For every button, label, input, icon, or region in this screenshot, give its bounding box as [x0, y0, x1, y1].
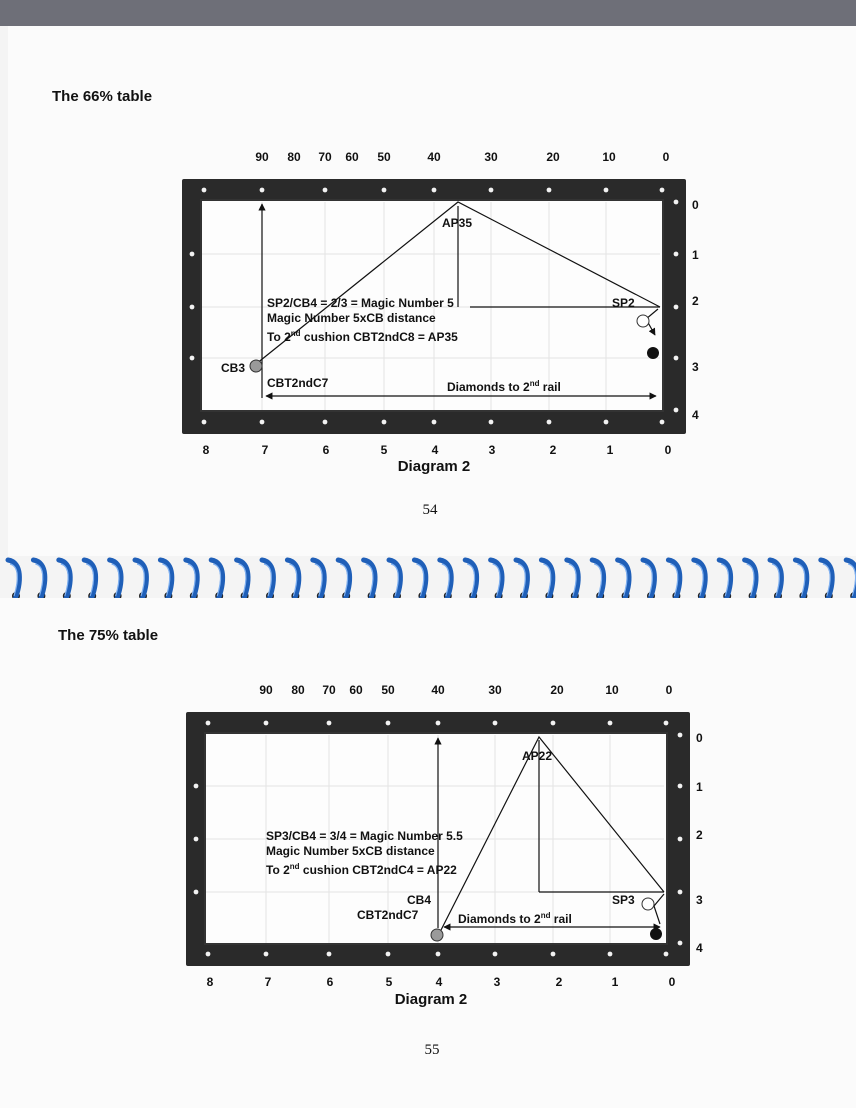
- aim-point-label: AP35: [442, 216, 473, 230]
- scale-label: 60: [345, 150, 359, 164]
- start-position-label: SP2: [612, 296, 635, 310]
- scale-label: 2: [555, 975, 563, 989]
- side-label: 2: [696, 828, 703, 842]
- cue-ball-label: CB4: [407, 893, 432, 907]
- formula-line: Magic Number 5xCB distance: [267, 311, 436, 325]
- scale-label: 0: [668, 975, 676, 989]
- formula-line: To 2nd cushion CBT2ndC8 = AP35: [267, 329, 458, 344]
- scale-label: 5: [380, 443, 388, 457]
- scale-label: 6: [322, 443, 330, 457]
- scale-label: 70: [322, 683, 336, 697]
- scale-label: 90: [255, 150, 269, 164]
- side-label: 3: [692, 360, 699, 374]
- scale-label: 70: [318, 150, 332, 164]
- diagram-caption: Diagram 2: [394, 991, 468, 1008]
- scale-label: 7: [261, 443, 269, 457]
- scale-label: 3: [488, 443, 496, 457]
- scale-label: 50: [381, 683, 395, 697]
- scale-label: 0: [662, 150, 670, 164]
- formula-line: SP3/CB4 = 3/4 = Magic Number 5.5: [266, 829, 463, 843]
- scale-label: 1: [606, 443, 614, 457]
- formula-line: Magic Number 5xCB distance: [266, 844, 435, 858]
- side-label: 0: [696, 731, 703, 745]
- scale-label: 30: [484, 150, 498, 164]
- scale-label: 80: [291, 683, 305, 697]
- scale-label: 0: [665, 683, 673, 697]
- start-position-label: SP3: [612, 893, 635, 907]
- diamonds-label: Diamonds to 2nd rail: [458, 911, 572, 926]
- cbt-label: CBT2ndC7: [357, 908, 419, 922]
- side-label: 1: [692, 248, 699, 262]
- scale-label: 30: [488, 683, 502, 697]
- formula-line: SP2/CB4 = 2/3 = Magic Number 5: [267, 296, 454, 310]
- diamonds-label: Diamonds to 2nd rail: [447, 379, 561, 394]
- side-label: 0: [692, 198, 699, 212]
- scale-label: 2: [549, 443, 557, 457]
- formula-line: To 2nd cushion CBT2ndC4 = AP22: [266, 862, 457, 877]
- scale-label: 10: [605, 683, 619, 697]
- formula-text: [266, 829, 463, 878]
- side-label: 4: [692, 408, 699, 422]
- scale-label: 6: [326, 975, 334, 989]
- scale-label: 50: [377, 150, 391, 164]
- scale-label: 8: [206, 975, 214, 989]
- side-label: 2: [692, 294, 699, 308]
- diagram-caption: Diagram 2: [397, 458, 471, 475]
- side-label: 3: [696, 893, 703, 907]
- scale-label: 20: [550, 683, 564, 697]
- scale-label: 7: [264, 975, 272, 989]
- scale-label: 3: [493, 975, 501, 989]
- scale-label: 10: [602, 150, 616, 164]
- scale-label: 40: [427, 150, 441, 164]
- object-ball: [650, 928, 662, 940]
- side-label: 1: [696, 780, 703, 794]
- scale-label: 20: [546, 150, 560, 164]
- scale-label: 4: [431, 443, 439, 457]
- scale-label: 90: [259, 683, 273, 697]
- page-heading: The 66% table: [52, 88, 153, 105]
- aim-point-label: AP22: [522, 749, 553, 763]
- scale-label: 40: [431, 683, 445, 697]
- page-heading: The 75% table: [58, 627, 159, 644]
- start-position-ball: [642, 898, 654, 910]
- scale-label: 4: [435, 975, 443, 989]
- side-label: 4: [696, 941, 703, 955]
- scale-label: 60: [349, 683, 363, 697]
- cue-ball-label: CB3: [221, 361, 246, 375]
- cbt-label: CBT2ndC7: [267, 376, 329, 390]
- scale-label: 80: [287, 150, 301, 164]
- scale-label: 1: [611, 975, 619, 989]
- scale-label: 8: [202, 443, 210, 457]
- scale-label: 0: [664, 443, 672, 457]
- page-number: 54: [422, 502, 438, 518]
- page-number: 55: [424, 1042, 440, 1058]
- scale-label: 5: [385, 975, 393, 989]
- cue-ball: [431, 929, 443, 941]
